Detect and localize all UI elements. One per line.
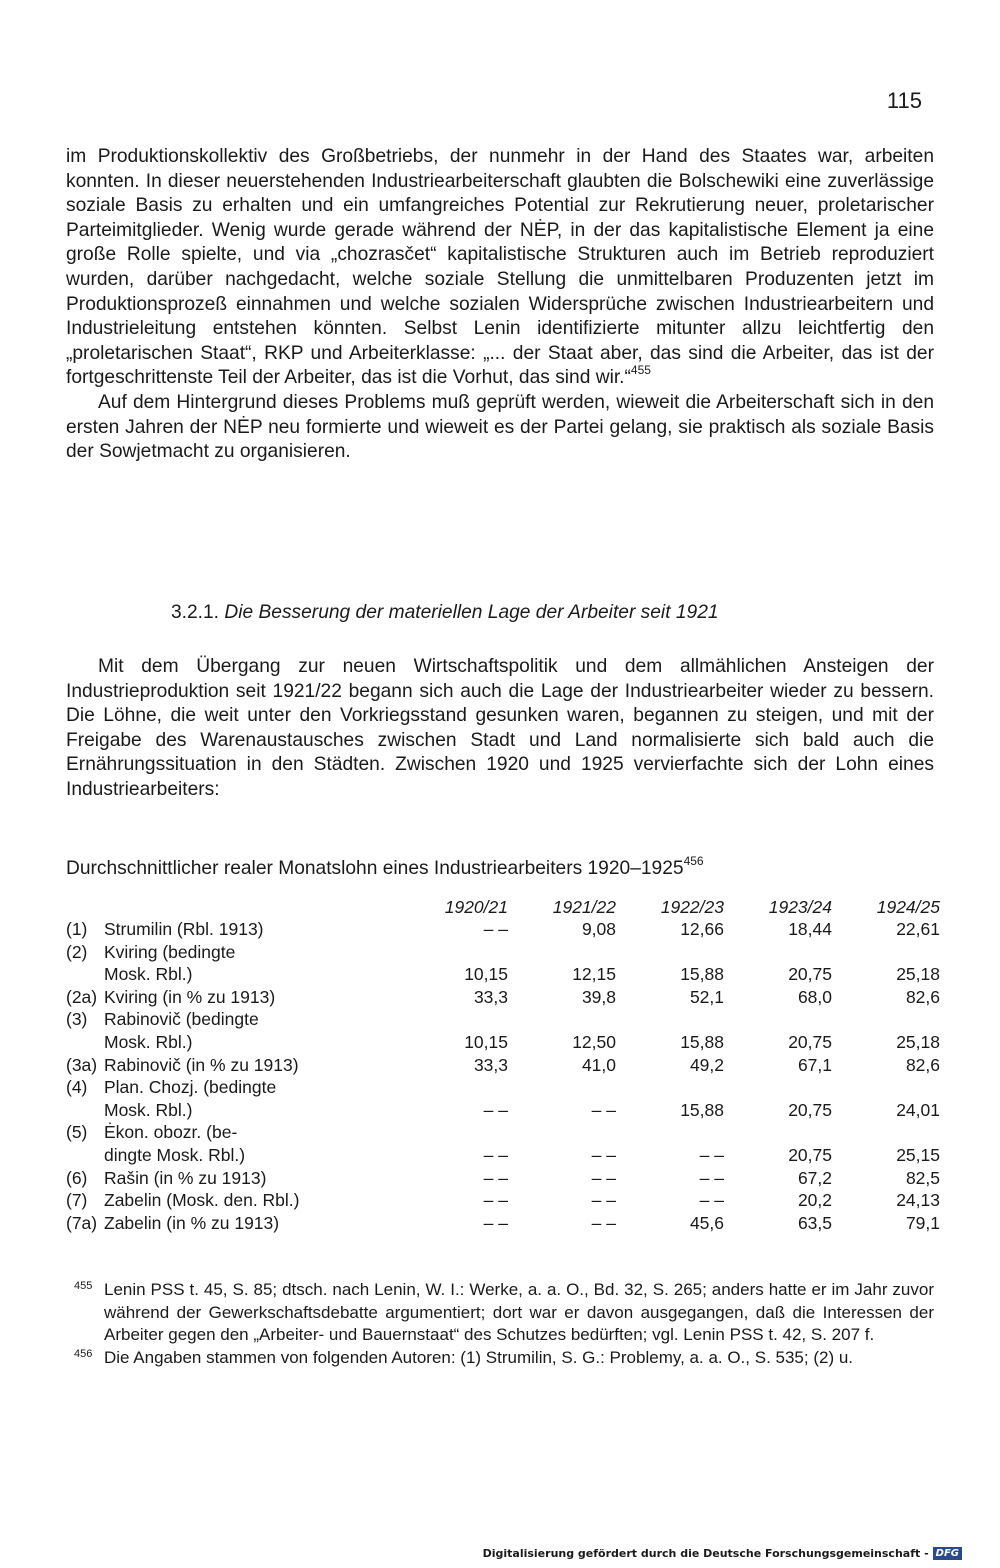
table-row — [66, 941, 940, 964]
paragraph-1 — [66, 145, 934, 391]
cell-value: 10,15 — [464, 964, 508, 985]
row-label: Mosk. Rbl.) — [104, 964, 193, 985]
row-label: Plan. Chozj. (bedingte — [104, 1077, 277, 1098]
body-text-2 — [66, 655, 934, 803]
cell-value: 20,2 — [797, 1190, 832, 1211]
cell-value — [832, 1076, 940, 1099]
cell-value: 33,3 — [473, 986, 508, 1007]
row-number — [66, 1099, 104, 1122]
table-row — [66, 1008, 940, 1031]
cell-value — [724, 1076, 832, 1099]
table-row — [66, 963, 940, 986]
footnote-text: Die Angaben stammen von folgenden Autoren: (1) Strumilin, S. G.: Problemy, a. a. O., S. 535; (2) u. — [104, 1347, 854, 1367]
cell-value: 20,75 — [788, 1099, 832, 1120]
footnote-mark: 456 — [74, 1347, 93, 1360]
cell-value: 82,5 — [905, 1167, 940, 1188]
table-row — [66, 1144, 940, 1167]
paragraph-1-text: im Produktionskollektiv des Großbetriebs, der nunmehr in der Hand des Staates war, arbeiten konnten. In dieser neuerstehenden Industriearbeiterschaft glaubten die Bolschewiki eine zuverlässige soziale Basis zu erhalten und ein umfangreiches Potential zur Rekrutierung neuer, proletarischer Parteimitglieder. Wenig wurde gerade während der NĖP, in der das kapitalistische Element ja eine große Rolle spielte, und via „chozrasčet“ kapitalistische Strukturen auch im Betrieb reproduziert wurden, darüber nachgedacht, welche soziale Stellung die unmittelbaren Produzenten jetzt im Produktionsprozeß einnahmen und welche sozialen Widersprüche zwischen Industriearbeitern und Industrieleitung entstehen könnten. Selbst Lenin identifizierte mitunter allzu leichtfertig den „proletarischen Staat“, RKP und Arbeiterklasse: „... der Staat aber, das sind die Arbeiter, das ist der fortgeschrittenste Teil der Arbeiter, das ist die Vorhut, das sind wir.“ — [66, 146, 934, 389]
row-number: (2) — [66, 941, 88, 962]
row-number — [66, 1031, 104, 1054]
row-label: Rabinovič (in % zu 1913) — [104, 1054, 299, 1075]
cell-value — [832, 1008, 940, 1031]
cell-value — [724, 1121, 832, 1144]
cell-value: 67,1 — [797, 1054, 832, 1075]
cell-value: 15,88 — [680, 964, 724, 985]
table-row — [66, 1054, 940, 1077]
row-label: Rašin (in % zu 1913) — [104, 1167, 267, 1188]
cell-value: 25,18 — [896, 964, 940, 985]
footnote-mark: 455 — [74, 1280, 93, 1292]
cell-value — [400, 1008, 508, 1031]
cell-value: 15,88 — [680, 1031, 724, 1052]
row-number — [66, 1144, 104, 1167]
year-header: 1924/25 — [876, 897, 940, 917]
table-row — [66, 1189, 940, 1212]
table-row — [66, 1167, 940, 1190]
table-row — [66, 1212, 940, 1235]
footnote-ref-456: 456 — [683, 854, 704, 868]
table-header-row — [66, 896, 940, 918]
cell-value — [508, 1121, 616, 1144]
table-row — [66, 918, 940, 941]
cell-value: 9,08 — [581, 919, 616, 939]
cell-value: 79,1 — [905, 1212, 940, 1233]
year-header: 1922/23 — [660, 897, 724, 917]
cell-value: – – — [699, 1190, 724, 1211]
cell-value: 41,0 — [581, 1054, 616, 1075]
cell-value — [400, 941, 508, 964]
row-number: (1) — [66, 919, 88, 939]
table-caption-text: Durchschnittlicher realer Monatslohn eines Industriearbeiters 1920–1925 — [66, 858, 684, 879]
row-number: (7a) — [66, 1212, 98, 1233]
cell-value — [616, 1076, 724, 1099]
cell-value — [832, 1121, 940, 1144]
table-row — [66, 1099, 940, 1122]
body-text — [66, 145, 934, 465]
cell-value: 10,15 — [464, 1031, 508, 1052]
row-label: Mosk. Rbl.) — [104, 1031, 193, 1052]
table-row — [66, 1121, 940, 1144]
footnote-text: Lenin PSS t. 45, S. 85; dtsch. nach Lenin, W. I.: Werke, a. a. O., Bd. 32, S. 265; anders hatte er im Jahr zuvor während der Gewerkschaftsdebatte argumentiert; dort war er davon ausgegangen, daß die Interessen der Arbeiter gegen den „Arbeiter- und Bauernstaat“ des Schutzes bedürften; vgl. Lenin PSS t. 42, S. 207 f. — [104, 1280, 934, 1345]
table-caption — [66, 854, 704, 880]
cell-value — [724, 1008, 832, 1031]
row-number: (5) — [66, 1122, 88, 1143]
table-body — [66, 918, 940, 1234]
cell-value: 18,44 — [788, 919, 832, 939]
year-header: 1921/22 — [552, 897, 616, 917]
digitization-note — [483, 1547, 962, 1560]
section-number: 3.2.1. — [171, 602, 220, 623]
row-label: Rabinovič (bedingte — [104, 1009, 259, 1030]
cell-value: – – — [591, 1167, 616, 1188]
wage-table — [66, 896, 940, 1234]
row-number: (2a) — [66, 986, 98, 1007]
cell-value: 12,15 — [572, 964, 616, 985]
cell-value — [400, 1076, 508, 1099]
footnotes — [66, 1279, 934, 1369]
header-spacer-num — [66, 896, 104, 918]
row-label: dingte Mosk. Rbl.) — [104, 1144, 246, 1165]
cell-value: – – — [699, 1167, 724, 1188]
cell-value: 25,15 — [896, 1144, 940, 1165]
row-label: Kviring (bedingte — [104, 941, 236, 962]
section-heading — [171, 602, 719, 624]
row-label: Kviring (in % zu 1913) — [104, 986, 276, 1007]
cell-value: – – — [483, 1099, 508, 1120]
cell-value: 22,61 — [896, 919, 940, 939]
cell-value: 25,18 — [896, 1031, 940, 1052]
row-label: Zabelin (Mosk. den. Rbl.) — [104, 1190, 300, 1211]
cell-value: 63,5 — [797, 1212, 832, 1233]
cell-value: 68,0 — [797, 986, 832, 1007]
cell-value: 82,6 — [905, 1054, 940, 1075]
cell-value — [616, 1121, 724, 1144]
cell-value: – – — [591, 1144, 616, 1165]
cell-value: – – — [483, 1212, 508, 1233]
table-row — [66, 1031, 940, 1054]
cell-value: – – — [483, 1190, 508, 1211]
row-number: (3a) — [66, 1054, 98, 1075]
table-row — [66, 1076, 940, 1099]
cell-value — [616, 941, 724, 964]
row-number: (4) — [66, 1077, 88, 1098]
paragraph-2: Auf dem Hintergrund dieses Problems muß geprüft werden, wieweit die Arbeiterschaft sich in den ersten Jahren der NĖP neu formierte und wieweit es der Partei gelang, sie praktisch als soziale Basis der Sowjetmacht zu organisieren. — [66, 391, 934, 463]
cell-value — [616, 1008, 724, 1031]
row-label: Ėkon. obozr. (be- — [104, 1122, 238, 1143]
cell-value: 33,3 — [473, 1054, 508, 1075]
cell-value: 24,13 — [896, 1190, 940, 1211]
cell-value: 45,6 — [689, 1212, 724, 1233]
paragraph-3: Mit dem Übergang zur neuen Wirtschaftspolitik und dem allmählichen Ansteigen der Industrieproduktion seit 1921/22 begann sich auch die Lage der Industriearbeiter wieder zu bessern. Die Löhne, die weit unter den Vorkriegsstand gesunken waren, begannen zu steigen, und mit der Freigabe des Warenaustausches zwischen Stadt und Land normalisierte sich bald auch die Ernährungssituation in den Städten. Zwischen 1920 und 1925 vervierfachte sich der Lohn eines Industriearbeiters: — [66, 656, 934, 800]
cell-value: 39,8 — [581, 986, 616, 1007]
cell-value — [400, 1121, 508, 1144]
row-number — [66, 963, 104, 986]
cell-value — [508, 1008, 616, 1031]
row-label: Strumilin (Rbl. 1913) — [104, 919, 264, 939]
row-label: Mosk. Rbl.) — [104, 1099, 193, 1120]
cell-value: 49,2 — [689, 1054, 724, 1075]
cell-value: – – — [483, 919, 508, 939]
cell-value — [724, 941, 832, 964]
dfg-logo: DFG — [933, 1547, 962, 1560]
section-title: Die Besserung der materiellen Lage der Arbeiter seit 1921 — [224, 602, 719, 623]
cell-value: 12,66 — [680, 919, 724, 939]
year-header: 1920/21 — [444, 897, 508, 917]
cell-value: – – — [699, 1144, 724, 1165]
row-label: Zabelin (in % zu 1913) — [104, 1212, 280, 1233]
table-row — [66, 986, 940, 1009]
year-header: 1923/24 — [768, 897, 832, 917]
cell-value — [508, 1076, 616, 1099]
cell-value: 67,2 — [797, 1167, 832, 1188]
cell-value: 12,50 — [572, 1031, 616, 1052]
footnote — [66, 1279, 934, 1347]
cell-value: 20,75 — [788, 1144, 832, 1165]
cell-value: 20,75 — [788, 964, 832, 985]
cell-value: – – — [591, 1212, 616, 1233]
row-number: (7) — [66, 1190, 88, 1211]
footnote — [66, 1347, 934, 1370]
cell-value: 82,6 — [905, 986, 940, 1007]
cell-value — [832, 941, 940, 964]
cell-value — [508, 941, 616, 964]
cell-value: – – — [591, 1190, 616, 1211]
cell-value: 52,1 — [689, 986, 724, 1007]
page-number: 115 — [886, 88, 922, 113]
cell-value: – – — [483, 1167, 508, 1188]
row-number: (3) — [66, 1009, 88, 1030]
row-number: (6) — [66, 1167, 88, 1188]
digitization-text: Digitalisierung gefördert durch die Deutsche Forschungsgemeinschaft - — [482, 1547, 929, 1560]
header-spacer-label — [104, 896, 400, 918]
cell-value: 24,01 — [896, 1099, 940, 1120]
cell-value: – – — [483, 1144, 508, 1165]
cell-value: – – — [591, 1099, 616, 1120]
cell-value: 20,75 — [788, 1031, 832, 1052]
footnote-ref-455: 455 — [630, 363, 651, 378]
cell-value: 15,88 — [680, 1099, 724, 1120]
